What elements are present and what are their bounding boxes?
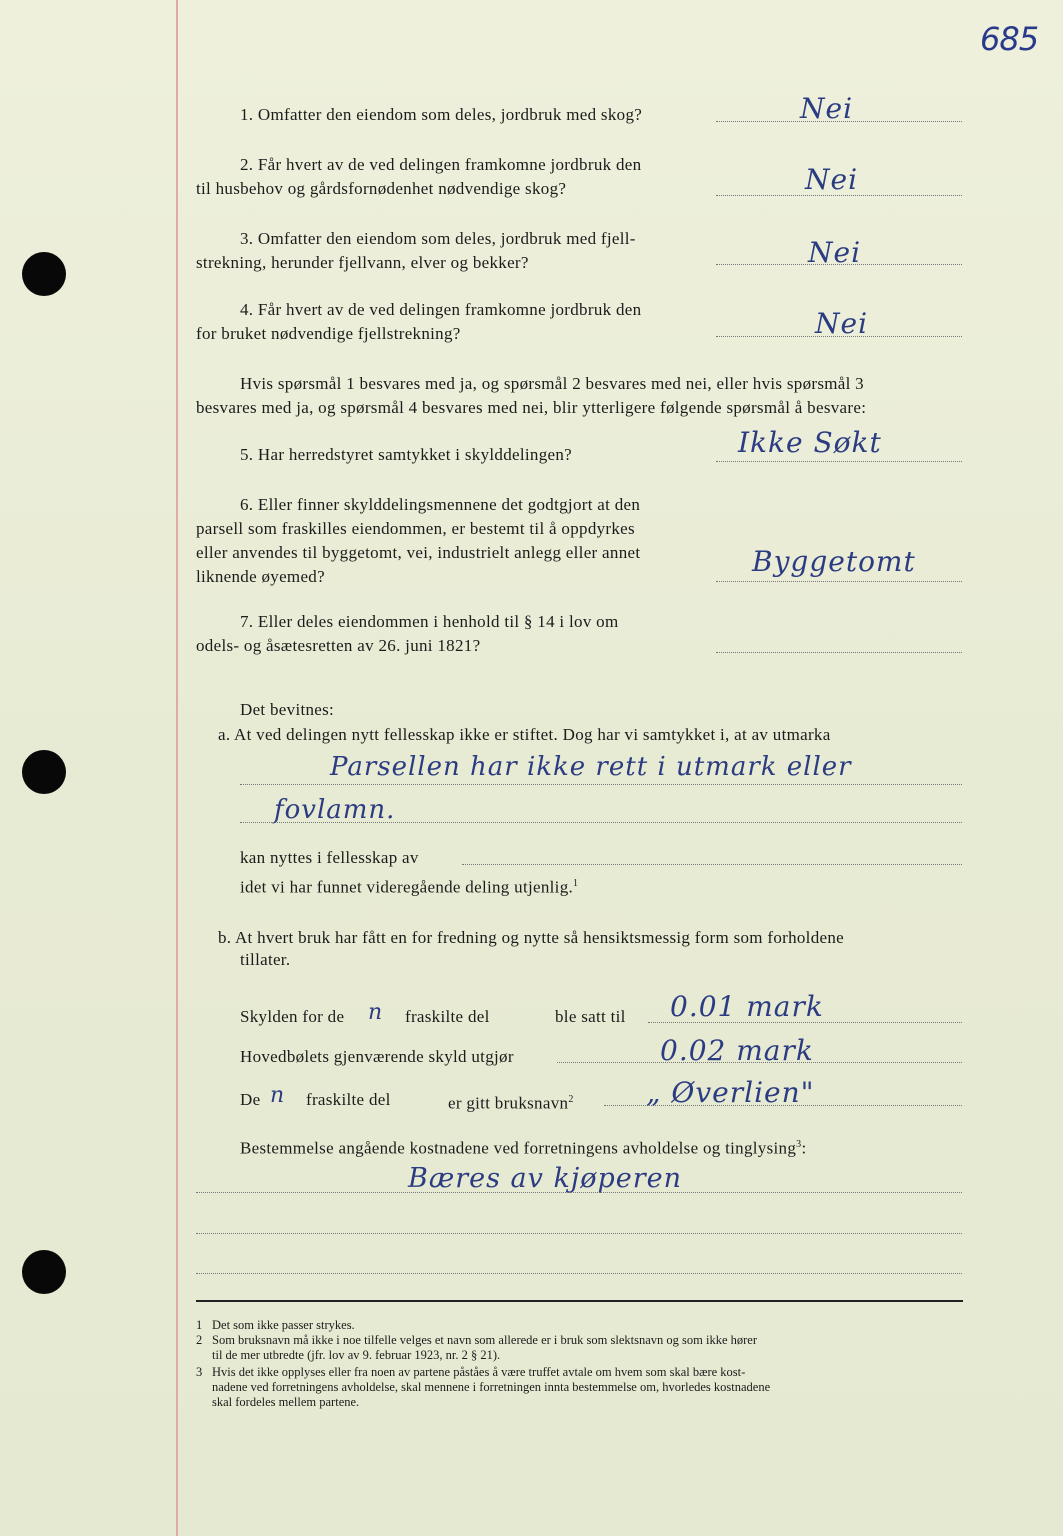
bruksnavn-mark: n bbox=[270, 1083, 286, 1108]
footnote-3-line-1: Hvis det ikke opplyses eller fra noen av partene påståes å være truffet avtale om hvem som skal bære kost- bbox=[212, 1365, 746, 1379]
question-7-line-1: 7. Eller deles eiendommen i henhold til § 14 i lov om bbox=[240, 612, 619, 631]
skyld-value-handwritten: 0.01 mark bbox=[670, 990, 824, 1023]
answer-3-handwritten: Nei bbox=[808, 236, 862, 269]
footnote-divider bbox=[196, 1300, 963, 1302]
attest-a-handwritten-2: fovlamn. bbox=[274, 795, 396, 825]
question-2-line-2: til husbehov og gårdsfornødenhet nødvendige skog? bbox=[196, 179, 567, 198]
skyld-label-1: Skylden for de bbox=[240, 1007, 345, 1026]
answer-line bbox=[196, 1233, 962, 1234]
attest-a-handwritten-1: Parsellen har ikke rett i utmark eller bbox=[330, 752, 852, 782]
answer-line bbox=[716, 581, 962, 582]
question-6-line-4: liknende øyemed? bbox=[196, 567, 325, 586]
footnote-2-num: 2 bbox=[196, 1333, 203, 1347]
answer-line bbox=[240, 784, 962, 785]
costs-value-handwritten: Bæres av kjøperen bbox=[408, 1163, 683, 1194]
question-2-line-1: 2. Får hvert av de ved delingen framkomne jordbruk den bbox=[240, 155, 642, 174]
conditional-line-2: besvares med ja, og spørsmål 4 besvares med nei, blir ytterligere følgende spørsmål å besvare: bbox=[196, 398, 867, 417]
margin-line bbox=[176, 0, 178, 1536]
attest-heading: Det bevitnes: bbox=[240, 700, 335, 719]
question-3-line-2: strekning, herunder fjellvann, elver og bekker? bbox=[196, 253, 529, 272]
answer-4-handwritten: Nei bbox=[815, 307, 869, 340]
answer-line bbox=[196, 1273, 962, 1274]
question-4-line-1: 4. Får hvert av de ved delingen framkomne jordbruk den bbox=[240, 300, 642, 319]
question-6-line-3: eller anvendes til byggetomt, vei, industrielt anlegg eller annet bbox=[196, 543, 641, 562]
question-7-line-2: odels- og åsætesretten av 26. juni 1821? bbox=[196, 636, 481, 655]
hovedbol-label: Hovedbølets gjenværende skyld utgjør bbox=[240, 1047, 514, 1066]
bruksnavn-label-1: De bbox=[240, 1090, 261, 1109]
question-5-line-1: 5. Har herredstyret samtykket i skylddelingen? bbox=[240, 445, 572, 464]
question-3-line-1: 3. Omfatter den eiendom som deles, jordbruk med fjell- bbox=[240, 229, 636, 248]
attest-b-text-1: b. At hvert bruk har fått en for fredning og nytte så hensiktsmessig form som forholdene bbox=[218, 928, 844, 947]
footnote-1-line-1: Det som ikke passer strykes. bbox=[212, 1318, 355, 1332]
attest-b-text-2: tillater. bbox=[240, 950, 291, 969]
punch-hole bbox=[22, 1250, 66, 1294]
bruksnavn-value-handwritten: „ Øverlien" bbox=[646, 1076, 815, 1109]
footnote-3-num: 3 bbox=[196, 1365, 203, 1379]
page-number: 685 bbox=[980, 20, 1039, 58]
answer-2-handwritten: Nei bbox=[805, 163, 859, 196]
attest-common-use: kan nyttes i fellesskap av bbox=[240, 848, 419, 867]
punch-hole bbox=[22, 252, 66, 296]
footnote-2-line-1: Som bruksnavn må ikke i noe tilfelle velges et navn som allerede er i bruk som slektsnavn og som ikke hører bbox=[212, 1333, 758, 1347]
skyld-label-2: fraskilte del bbox=[405, 1007, 490, 1026]
answer-line bbox=[240, 822, 962, 823]
answer-line bbox=[196, 1192, 962, 1193]
punch-hole bbox=[22, 750, 66, 794]
hovedbol-value-handwritten: 0.02 mark bbox=[660, 1034, 814, 1067]
answer-line bbox=[716, 652, 962, 653]
answer-6-handwritten: Byggetomt bbox=[752, 545, 916, 578]
conditional-line-1: Hvis spørsmål 1 besvares med ja, og spørsmål 2 besvares med nei, eller hvis spørsmål 3 bbox=[240, 374, 864, 393]
footnote-3-line-2: nadene ved forretningens avholdelse, skal mennene i forretningen innta bestemmelse om, hvorledes kostnadene bbox=[212, 1380, 771, 1394]
footnote-3-line-3: skal fordeles mellem partene. bbox=[212, 1395, 360, 1409]
footnote-1-num: 1 bbox=[196, 1318, 203, 1332]
answer-line bbox=[716, 461, 962, 462]
costs-label: Bestemmelse angående kostnadene ved forretningens avholdelse og tinglysing$^3$: bbox=[240, 1138, 807, 1158]
skyld-mark: n bbox=[368, 1000, 384, 1025]
skyld-label-3: ble satt til bbox=[555, 1007, 626, 1026]
bruksnavn-label-2: fraskilte del bbox=[306, 1090, 391, 1109]
answer-line bbox=[462, 864, 962, 865]
question-1-line-1: 1. Omfatter den eiendom som deles, jordbruk med skog? bbox=[240, 105, 643, 124]
attest-a-text: a. At ved delingen nytt fellesskap ikke er stiftet. Dog har vi samtykket i, at av utmarka bbox=[218, 725, 831, 744]
footnote-2-line-2: til de mer utbredte (jfr. lov av 9. februar 1923, nr. 2 § 21). bbox=[212, 1348, 501, 1362]
answer-1-handwritten: Nei bbox=[800, 92, 854, 125]
answer-5-handwritten: Ikke Søkt bbox=[738, 426, 882, 459]
question-6-line-2: parsell som fraskilles eiendommen, er bestemt til å oppdyrkes bbox=[196, 519, 635, 538]
question-4-line-2: for bruket nødvendige fjellstrekning? bbox=[196, 324, 461, 343]
question-6-line-1: 6. Eller finner skylddelingsmennene det godtgjort at den bbox=[240, 495, 641, 514]
bruksnavn-label-3: er gitt bruksnavn$^2$ bbox=[448, 1093, 574, 1113]
attest-found: idet vi har funnet videregående deling utjenlig.$^1$ bbox=[240, 877, 579, 897]
